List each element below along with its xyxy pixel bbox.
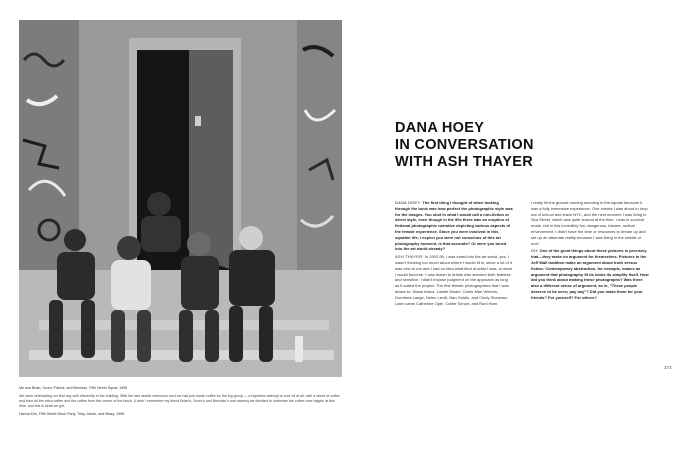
title-line-3: WITH ASH THAYER bbox=[395, 154, 533, 170]
paragraph-text: The first thing I thought of when looking through the book was how perfect the photographic style was for the images. You shot in what I would call a non-fiction or direct style, even though in the 90s there was an eruption of fictional photographic narrative depicting various aspects of the female experience. Since you were involved in this squatter life, I expect you were not conscious of this art photography moment, is that accurate? Or were you tuned into the art world already? bbox=[395, 200, 513, 252]
text-column-right bbox=[531, 200, 649, 303]
title-line-1: DANA HOEY bbox=[395, 120, 485, 136]
paragraph bbox=[395, 254, 513, 306]
speaker-label: DH: bbox=[531, 248, 539, 254]
paragraph bbox=[531, 248, 649, 300]
page-number: 373 bbox=[664, 365, 672, 370]
paragraph bbox=[395, 200, 513, 252]
text-column-left bbox=[395, 200, 513, 308]
article-title bbox=[395, 120, 655, 171]
paragraph bbox=[531, 200, 649, 246]
caption-primary: Me and Brian, Scum, Patrick, and Brendan, Fifth Street Squat, 1998 bbox=[19, 386, 128, 390]
photograph bbox=[19, 20, 342, 377]
photo-captions bbox=[19, 386, 342, 420]
caption-description: We were celebrating our first day with electricity in the building. With the last usable extension cord we had just made coffee for the big group — a hopeless attempt to cool off at all, with a sheet of coffee and then all the extra coffee and the coffee from the corner of the block. (I wish I remember my friend Brian's, Scum's and Brendan's real names) we decided to celebrate the coffee over bagels at this time, and this is what we got. bbox=[19, 394, 340, 408]
paragraph-text: One of the great things about these pictures is precisely that—they make no argument for themselves. Pictures in the Jeff Wall tradition make an argument about truth versus fiction. Contemporary abstraction, for example, makes an argument that photography fit its looks its simplify itself. How did you think about making these photographs? Was there also a different sense of argument, as in, "These people deserve to be seen; pay any"? Did you make them for your friends? For yourself? For others? bbox=[531, 248, 649, 300]
speaker-label: ASH THAYER: bbox=[395, 254, 424, 260]
title-line-2: IN CONVERSATION bbox=[395, 137, 534, 153]
caption-secondary: Hanna Kim, Fifth Street Block Party, Toby, Jaime, and Missy, 1998 bbox=[19, 412, 124, 416]
paragraph-text: I really hit the ground running shooting in the squats because it was a fully immersive experience. One minute I was about to drop out of school and leave NYC, and the next moment I was living in Sea Street, which was quite surreal at the time. I was in survival mode, but in this incredibly fun, dangerous, bizarre, radical environment. I didn't have the time or resources to dream up and set up an alternate reality because I was living in the middle of one! bbox=[531, 200, 648, 246]
speaker-label: DANA HOEY: bbox=[395, 200, 422, 205]
paragraph-text: In 1992-95, I was tuned into the art world, yes. I wasn't thinking too much about where I would fit in, since a lot of it was new to me and I had no idea what kind of artist I was, or what I would become. I was drawn to artists who seemed both fearless and sensitive. I didn't impose judgment on the approach as long as it suited the project. The first female photographers that I was drawn to: Diane Arbus, Lisette Model, Carrie Mae Weems, Dorothea Lange, Helen Levitt, Nan Goldin, and Cindy Sherman. Later came Catherine Opie, Collier Schorr, and Roni Horn. bbox=[395, 254, 512, 306]
